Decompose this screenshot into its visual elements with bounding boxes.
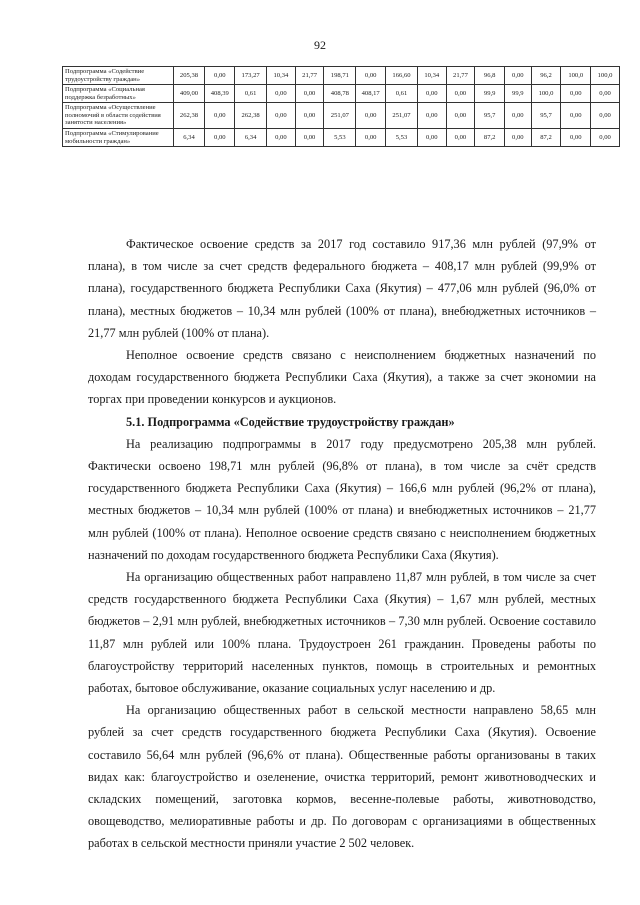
value-cell: 100,0 [561, 67, 591, 85]
value-cell: 95,7 [475, 103, 505, 129]
value-cell: 99,9 [475, 85, 505, 103]
value-cell: 95,7 [531, 103, 561, 129]
value-cell: 408,39 [205, 85, 235, 103]
value-cell: 166,60 [386, 67, 418, 85]
value-cell: 0,00 [295, 103, 324, 129]
budget-table-body [63, 67, 620, 147]
value-cell: 0,00 [205, 67, 235, 85]
value-cell: 5,53 [386, 129, 418, 147]
value-cell: 0,00 [417, 85, 446, 103]
value-cell: 0,00 [561, 103, 591, 129]
value-cell: 100,0 [591, 67, 620, 85]
value-cell: 408,17 [356, 85, 386, 103]
value-cell: 0,00 [295, 85, 324, 103]
value-cell: 0,00 [205, 129, 235, 147]
value-cell: 0,00 [267, 85, 296, 103]
value-cell: 100,0 [531, 85, 561, 103]
table-row [63, 67, 620, 85]
value-cell: 0,00 [505, 67, 532, 85]
value-cell: 6,34 [173, 129, 205, 147]
paragraph-rural-public-works: На организацию общественных работ в сельской местности направлено 58,65 млн рублей за счет средств государственного бюджета Республики Саха (Якутия). Освоение составило 56,64 млн рублей (96,6% от плана). Общественные работы организованы в таких видах как: благоустройство и озеленение, очистка территорий, ремонт животноводческих и складских помещений, заготовка кормов, весенне-полевые работы, животноводство, овощеводство, мелиоративные работы и др. По договорам с организациями в общественных работах в сельской местности приняли участие 2 502 человек. [88, 703, 596, 851]
value-cell: 87,2 [531, 129, 561, 147]
value-cell: 0,00 [417, 103, 446, 129]
value-cell: 0,00 [446, 129, 475, 147]
page-number: 92 [314, 38, 326, 52]
value-cell: 0,00 [205, 103, 235, 129]
value-cell: 0,00 [267, 103, 296, 129]
value-cell: 0,00 [267, 129, 296, 147]
value-cell: 96,8 [475, 67, 505, 85]
value-cell: 0,00 [356, 129, 386, 147]
paragraph-public-works: На организацию общественных работ направлено 11,87 млн рублей, в том числе за счет средств государственного бюджета Республики Саха (Якутия) – 1,67 млн рублей, местных бюджетов – 2,91 млн рублей, внебюджетных источников – 7,30 млн рублей. Освоение составило 11,87 млн рублей или 100% плана. Трудоустроен 261 гражданин. Проведены работы по благоустройству территорий населенных пунктов, помощь в строительных и ремонтных работах, бытовое обслуживание, оказание социальных услуг населению и др. [88, 570, 596, 696]
value-cell: 0,00 [505, 129, 532, 147]
value-cell: 173,27 [235, 67, 267, 85]
value-cell: 0,00 [591, 103, 620, 129]
value-cell: 262,38 [173, 103, 205, 129]
paragraph-incomplete-spending: Неполное освоение средств связано с неисполнением бюджетных назначений по доходам государственного бюджета Республики Саха (Якутия), а также за счет экономии на торгах при проведении конкурсов и аукционов. [88, 348, 596, 407]
value-cell: 87,2 [475, 129, 505, 147]
budget-table [62, 66, 620, 147]
value-cell: 21,77 [446, 67, 475, 85]
value-cell: 0,00 [505, 103, 532, 129]
value-cell: 5,53 [324, 129, 356, 147]
value-cell: 408,78 [324, 85, 356, 103]
value-cell: 205,38 [173, 67, 205, 85]
value-cell: 10,34 [417, 67, 446, 85]
value-cell: 0,00 [356, 103, 386, 129]
value-cell: 99,9 [505, 85, 532, 103]
subprogram-name-cell: Подпрограмма «Осуществление полномочий в области содействия занятости населения» [63, 103, 174, 129]
value-cell: 0,00 [295, 129, 324, 147]
value-cell: 10,34 [267, 67, 296, 85]
value-cell: 251,07 [324, 103, 356, 129]
value-cell: 0,61 [386, 85, 418, 103]
value-cell: 0,00 [591, 85, 620, 103]
table-row [63, 129, 620, 147]
paragraph-subprogram-funding: На реализацию подпрограммы в 2017 году предусмотрено 205,38 млн рублей. Фактически освоено 198,71 млн рублей (96,8% от плана), в том числе за счёт средств государственного бюджета Республики Саха (Якутия) – 166,6 млн рублей (96,2% от плана), местных бюджетов – 10,34 млн рублей (100% от плана) и внебюджетных источников – 21,77 млн рублей (100% от плана). Неполное освоение средств связано с неисполнением бюджетных назначений по доходам государственного бюджета Республики Саха (Якутия). [88, 436, 596, 562]
value-cell: 0,00 [417, 129, 446, 147]
value-cell: 0,61 [235, 85, 267, 103]
value-cell: 96,2 [531, 67, 561, 85]
value-cell: 262,38 [235, 103, 267, 129]
subprogram-name-cell: Подпрограмма «Социальная поддержка безработных» [63, 85, 174, 103]
value-cell: 21,77 [295, 67, 324, 85]
value-cell: 0,00 [446, 103, 475, 129]
value-cell: 0,00 [591, 129, 620, 147]
document-body [88, 233, 596, 855]
subprogram-name-cell: Подпрограмма «Стимулирование мобильности граждан» [63, 129, 174, 147]
table-row [63, 85, 620, 103]
value-cell: 6,34 [235, 129, 267, 147]
value-cell: 0,00 [561, 129, 591, 147]
value-cell: 251,07 [386, 103, 418, 129]
paragraph-actual-spending: Фактическое освоение средств за 2017 год составило 917,36 млн рублей (97,9% от плана), в том числе за счет средств федерального бюджета – 408,17 млн рублей (99,9% от плана), государственного бюджета Республики Саха (Якутия) – 477,06 млн рублей (96,0% от плана), местных бюджетов – 10,34 млн рублей (100% от плана), внебюджетных источников – 21,77 млн рублей (100% от плана). [88, 237, 596, 340]
value-cell: 0,00 [561, 85, 591, 103]
value-cell: 0,00 [446, 85, 475, 103]
section-heading: 5.1. Подпрограмма «Содействие трудоустройству граждан» [126, 414, 455, 429]
subprogram-name-cell: Подпрограмма «Содействие трудоустройству граждан» [63, 67, 174, 85]
table-row [63, 103, 620, 129]
value-cell: 409,00 [173, 85, 205, 103]
value-cell: 0,00 [356, 67, 386, 85]
value-cell: 198,71 [324, 67, 356, 85]
